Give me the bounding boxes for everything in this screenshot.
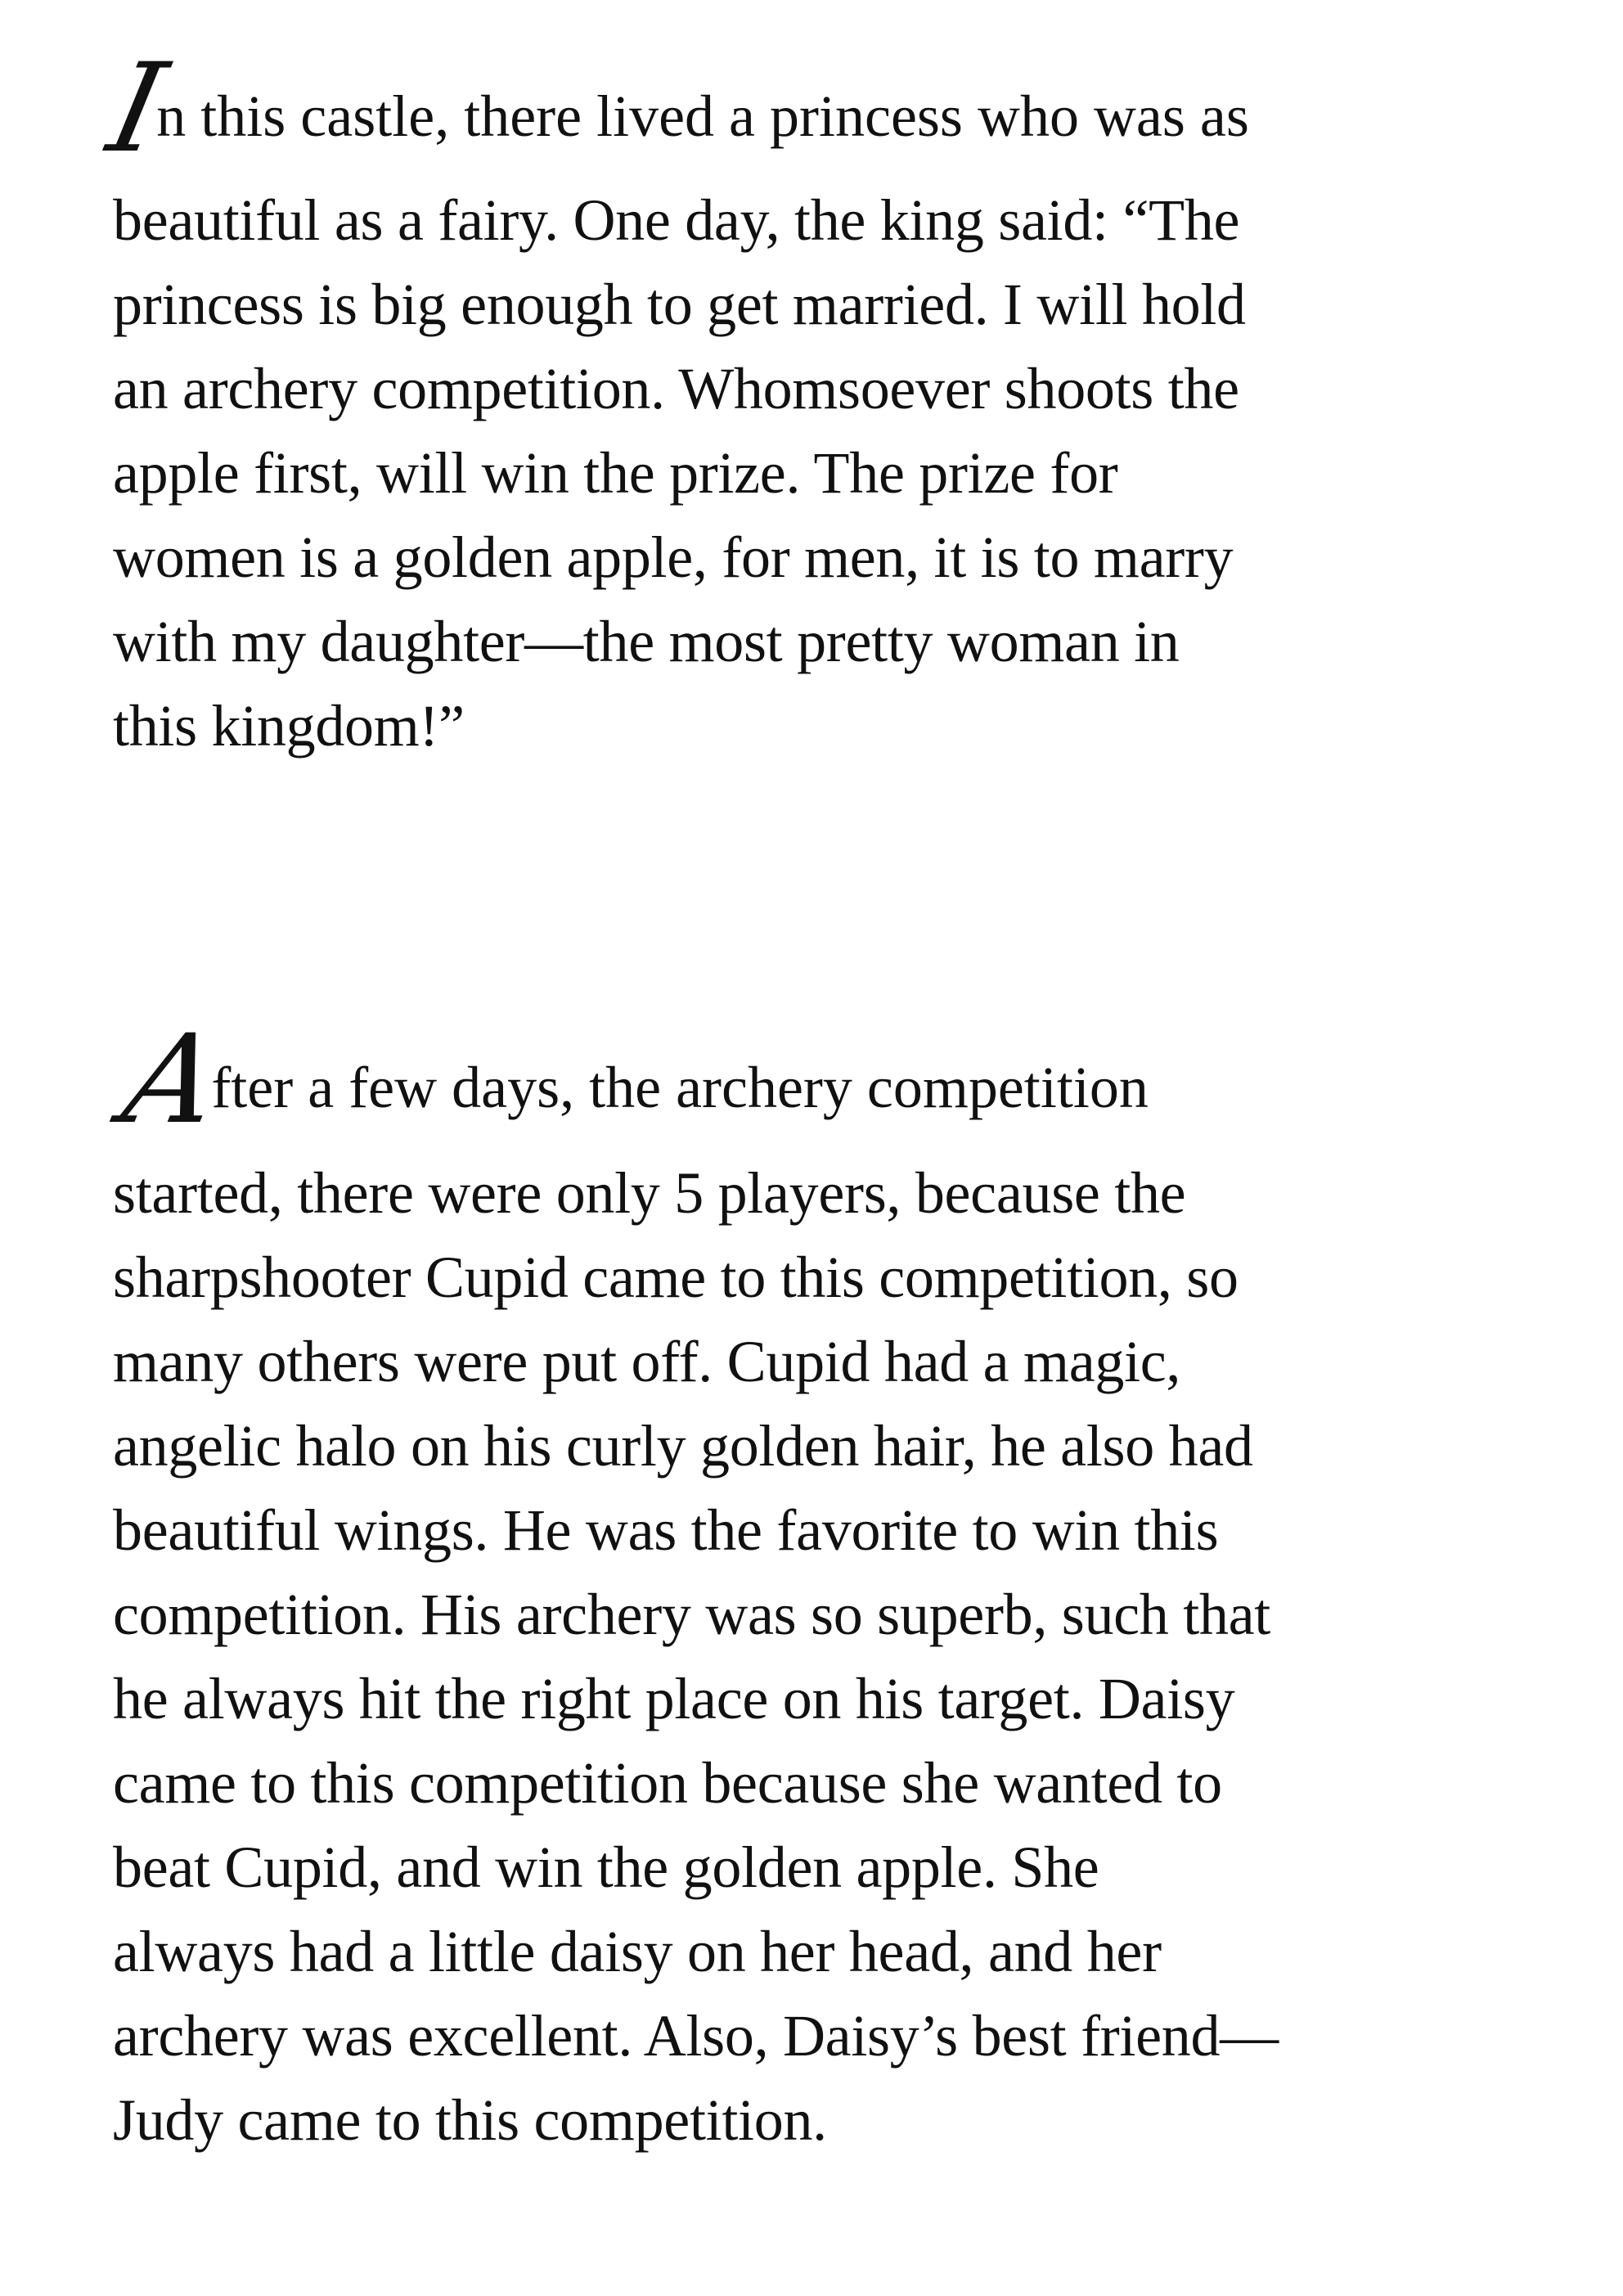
paragraph-castle [97, 38, 1553, 768]
paragraph-first-line [112, 1009, 1553, 1151]
text-line: angelic halo on his curly golden hair, he also had [113, 1413, 1253, 1479]
text-line: beautiful wings. He was the favorite to win this [113, 1497, 1219, 1563]
drop-cap: I [97, 38, 177, 180]
text-line: Judy came to this competition. [113, 2087, 827, 2153]
paragraph-competition [112, 1009, 1553, 2163]
text-line: competition. His archery was so superb, such that [113, 1582, 1270, 1647]
text-line: beat Cupid, and win the golden apple. She [113, 1835, 1099, 1900]
paragraph-body [113, 178, 1553, 768]
text-line: beautiful as a fairy. One day, the king said: “The [113, 187, 1240, 253]
drop-cap: A [112, 1009, 232, 1151]
text-line: with my daughter—the most pretty woman in [113, 609, 1180, 674]
paragraph-body [113, 1151, 1553, 2163]
text-line: sharpshooter Cupid came to this competition, so [113, 1245, 1239, 1310]
text-line: always had a little daisy on her head, and her [113, 1919, 1162, 1984]
text-line: this kingdom!” [113, 693, 465, 759]
first-line-text: n this castle, there lived a princess who was as [156, 83, 1249, 149]
text-line: an archery competition. Whomsoever shoots the [113, 356, 1239, 421]
paragraph-first-line [97, 38, 1553, 180]
first-line-text: fter a few days, the archery competition [211, 1055, 1149, 1120]
text-line: came to this competition because she wanted to [113, 1750, 1222, 1816]
text-line: he always hit the right place on his target. Daisy [113, 1666, 1235, 1731]
text-line: apple first, will win the prize. The prize for [113, 440, 1118, 506]
text-line: women is a golden apple, for men, it is to marry [113, 524, 1234, 590]
text-line: many others were put off. Cupid had a magic, [113, 1329, 1181, 1394]
text-line: princess is big enough to get married. I will hold [113, 272, 1246, 337]
text-line: started, there were only 5 players, because the [113, 1160, 1186, 1226]
text-line: archery was excellent. Also, Daisy’s best friend— [113, 2003, 1279, 2069]
